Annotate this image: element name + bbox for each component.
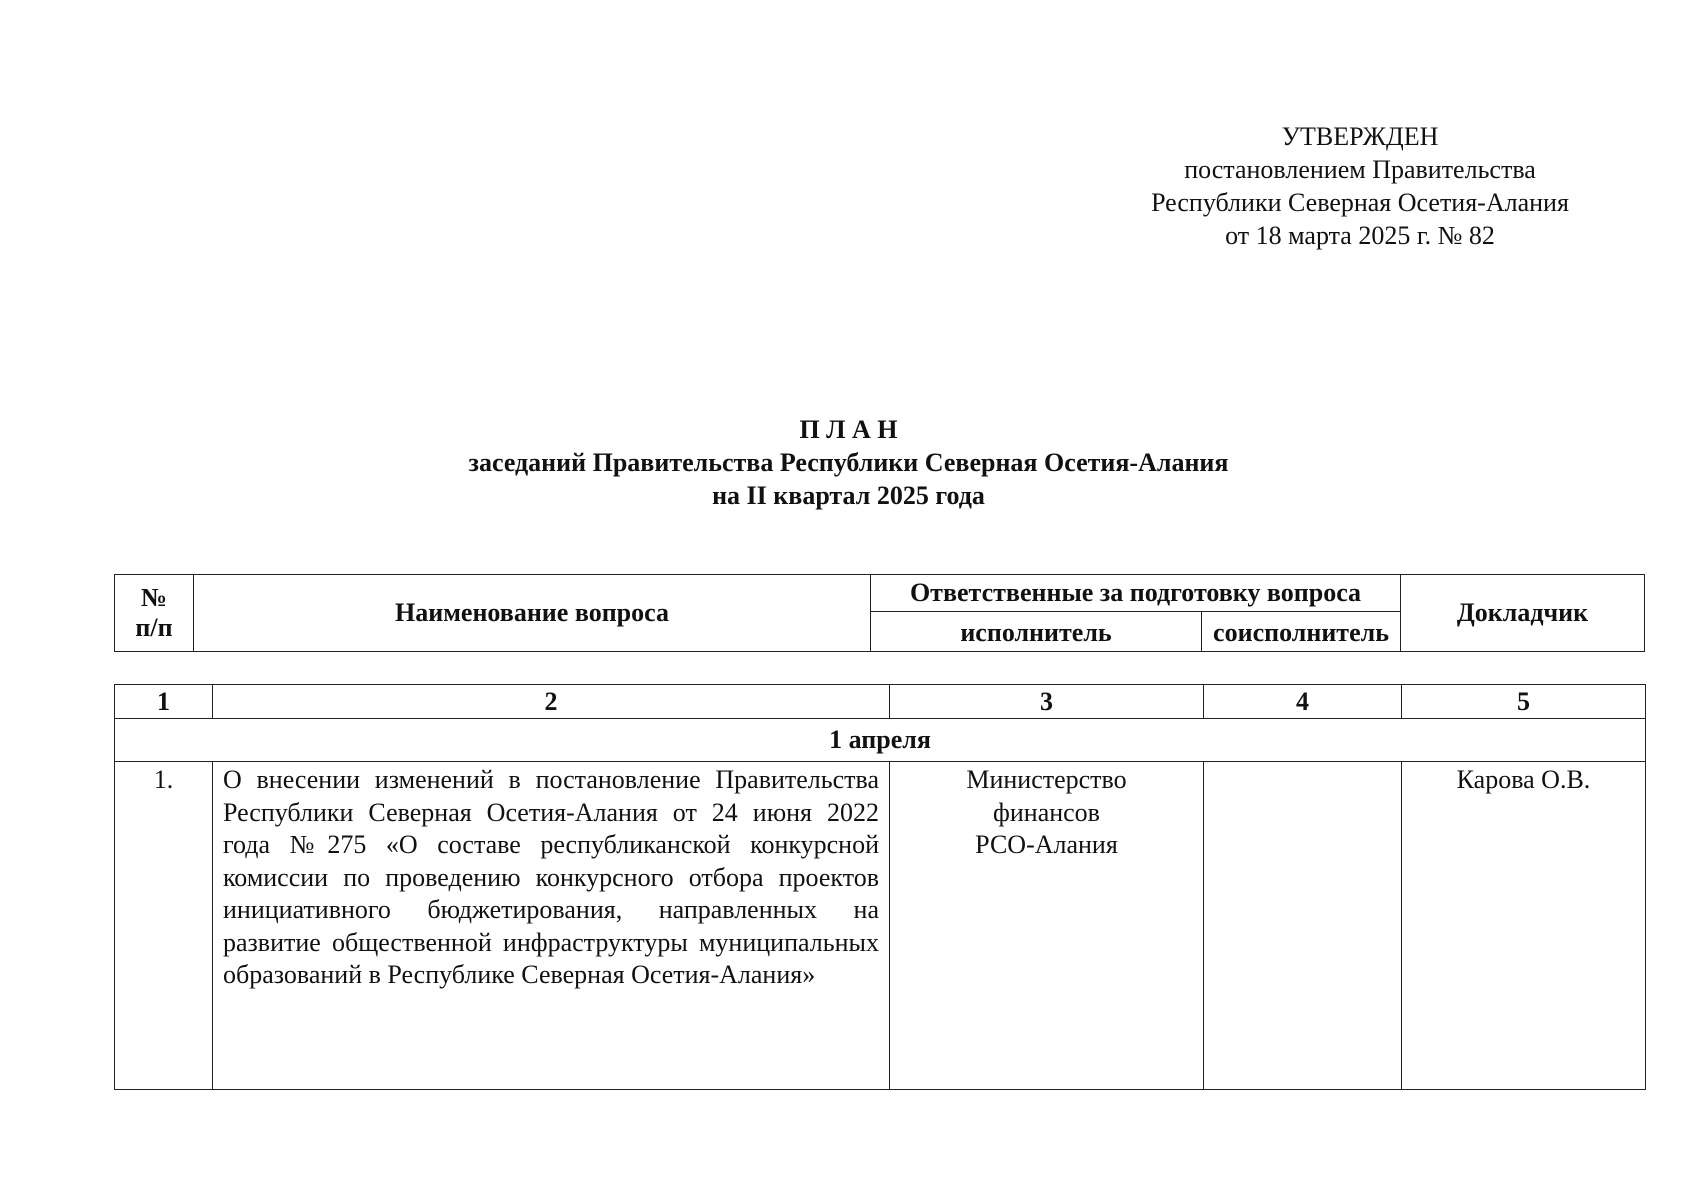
header-question: Наименование вопроса [194,575,871,652]
title-subject: заседаний Правительства Республики Северная Осетия-Алания [468,448,1229,477]
approval-line-resolution: постановлением Правительства [1184,155,1536,184]
header-executor: исполнитель [871,612,1202,652]
table-row [115,762,1646,1090]
title-period: на II квартал 2025 года [712,481,985,510]
section-date: 1 апреля [115,719,1646,762]
column-number: 1 [115,685,213,719]
section-date-row [115,719,1646,762]
header-co-executor: соисполнитель [1202,612,1401,652]
approval-stamp [1110,120,1610,252]
column-number: 5 [1402,685,1646,719]
header-number-sign: № [140,583,168,612]
column-number: 2 [213,685,890,719]
document-title [0,413,1697,512]
item-speaker: Карова О.В. [1402,762,1646,1090]
item-number: 1. [115,762,213,1090]
item-question: О внесении изменений в постановление Правительства Республики Северная Осетия-Алания от 24 июня 2022 года №275 «О составе республиканской конкурсной комиссии по проведению конкурсного отбора проектов инициативного бюджетирования, направленных на развитие общественной инфраструктуры муниципальных образований в Республике Северная Осетия-Алания» [213,762,890,1090]
approval-line-approved: УТВЕРЖДЕН [1281,122,1439,151]
approval-line-date: от 18 марта 2025 г. № 82 [1225,221,1495,250]
title-plan: П Л А Н [799,415,898,444]
item-executor [890,762,1204,1090]
plan-table-header [114,574,1645,652]
header-speaker: Докладчик [1401,575,1645,652]
header-number [115,575,194,652]
column-number: 4 [1204,685,1402,719]
column-number: 3 [890,685,1204,719]
item-executor-line: РСО-Алания [975,830,1118,859]
header-number-abbr: п/п [135,613,173,642]
plan-table-body [114,684,1646,1090]
item-executor-line: финансов [993,797,1100,827]
item-co-executor [1204,762,1402,1090]
column-number-row [115,685,1646,719]
approval-line-republic: Республики Северная Осетия-Алания [1151,188,1569,217]
header-responsible: Ответственные за подготовку вопроса [871,575,1401,612]
item-executor-line: Министерство [966,765,1127,794]
